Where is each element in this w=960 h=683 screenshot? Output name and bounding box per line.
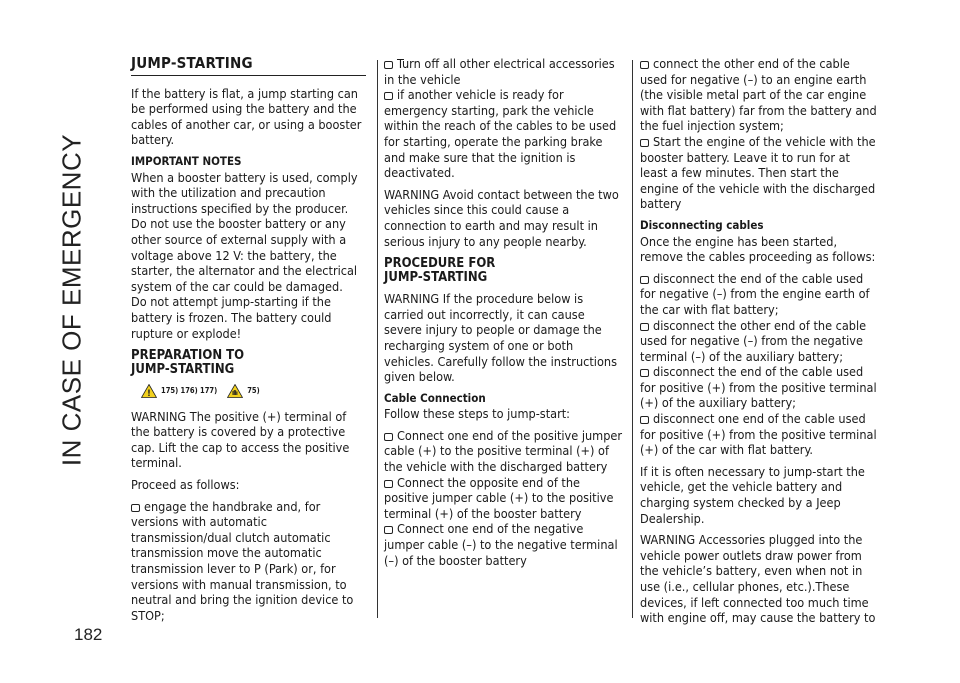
- warning-paragraph: WARNING If the procedure below is carried out incorrectly, it can cause severe injury to people or damage the recharging system of one or both vehicles. Carefully follow the instructions given below.: [384, 291, 617, 385]
- bullet-icon: [640, 276, 649, 284]
- caution-hand-icon: [227, 384, 243, 398]
- bullet-icon: [384, 433, 393, 441]
- heading-line: PREPARATION TO: [131, 348, 245, 364]
- warning-paragraph: WARNING Accessories plugged into the vehicle power outlets draw power from the vehicle’s battery, even when not in use (i.e., cellular phones, etc.).These devices, if left connected too much time with engine off, may cause the battery to: [640, 532, 876, 626]
- column-1: [131, 56, 366, 623]
- list-item: connect the other end of the cable used for negative (–) to an engine earth (the visible metal part of the car engine with flat battery) far from the battery and the fuel injection system;: [640, 56, 877, 134]
- list-item: if another vehicle is ready for emergency starting, park the vehicle within the reach of the cables to be used for starting, operate the parking brake and make sure that the ignition is deactivated.: [384, 87, 617, 181]
- proceed-text: Proceed as follows:: [131, 477, 240, 493]
- heading-line: PROCEDURE FOR: [384, 256, 496, 272]
- page-number: 182: [74, 625, 103, 644]
- list-item: engage the handbrake and, for versions with automatic transmission/dual clutch automatic transmission move the automatic transmission lever to P (Park) or, for versions with manual transmission, to neutral and bring the ignition device to STOP;: [131, 498, 354, 623]
- list-item: Turn off all other electrical accessories in the vehicle: [384, 56, 615, 87]
- list-item: disconnect the end of the cable used for positive (+) from the positive terminal (+) of the auxiliary battery;: [640, 364, 877, 411]
- cable-connection-title: Cable Connection: [384, 390, 486, 405]
- heading-procedure: [384, 257, 622, 285]
- list-item: disconnect the end of the cable used for negative (–) from the engine earth of the car with flat battery;: [640, 270, 870, 317]
- warning-triangle-icon: [141, 384, 157, 398]
- bullet-icon: [640, 61, 649, 69]
- heading-jump-starting: JUMP-STARTING: [131, 56, 366, 76]
- cable-intro: Follow these steps to jump-start:: [384, 406, 570, 422]
- list-item: Connect one end of the positive jumper cable (+) to the positive terminal (+) of the vehicle with the discharged battery: [384, 427, 623, 475]
- list-item: Connect one end of the negative jumper cable (–) to the negative terminal (–) of the booster battery: [384, 521, 618, 568]
- intro-paragraph: If the battery is flat, a jump starting can be performed using the battery and the cables of another car, or using a booster battery.: [131, 85, 362, 148]
- bullet-icon: [640, 416, 649, 424]
- important-notes-title: IMPORTANT NOTES: [131, 153, 242, 168]
- list-item: Connect the opposite end of the positive jumper cable (+) to the positive terminal (+) of the booster battery: [384, 474, 614, 521]
- bullet-icon: [640, 323, 649, 331]
- bullet-icon: [384, 92, 393, 100]
- important-note: Do not use the booster battery or any other source of external supply with a voltage above 12 V: the battery, the starter, the alternator and the electrical system of the car could be damaged.: [131, 216, 358, 294]
- bullet-icon: [640, 369, 649, 377]
- important-note: When a booster battery is used, comply with the utilization and precaution instructions specified by the producer.: [131, 169, 358, 216]
- heading-preparation: [131, 349, 366, 377]
- heading-line: JUMP-STARTING: [384, 270, 488, 286]
- caution-refs: 75): [247, 386, 260, 396]
- warning-references: [141, 383, 366, 399]
- bullet-icon: [384, 526, 393, 534]
- bullet-icon: [131, 504, 140, 512]
- bullet-icon: [384, 480, 393, 488]
- bullet-icon: [384, 61, 393, 69]
- important-note: Do not attempt jump-starting if the battery is frozen. The battery could rupture or explode!: [131, 294, 332, 341]
- list-item: disconnect the other end of the cable used for negative (–) from the negative terminal (–) of the auxiliary battery;: [640, 317, 867, 364]
- dealership-paragraph: If it is often necessary to jump-start the vehicle, get the vehicle battery and charging system checked by a Jeep Dealership.: [640, 463, 865, 526]
- list-item: Start the engine of the vehicle with the booster battery. Leave it to run for at least a few minutes. Then start the engine of the vehicle with the discharged battery: [640, 133, 876, 212]
- heading-line: JUMP-STARTING: [131, 362, 235, 378]
- column-divider: [377, 60, 378, 618]
- column-3: [640, 56, 880, 632]
- disconnect-intro: Once the engine has been started, remove the cables proceeding as follows:: [640, 233, 876, 265]
- disconnecting-cables-title: Disconnecting cables: [640, 217, 764, 232]
- svg-text:!: !: [147, 388, 151, 398]
- warning-refs: 175) 176) 177): [161, 386, 218, 396]
- warning-paragraph: WARNING The positive (+) terminal of the battery is covered by a protective cap. Lift the cap to access the positive terminal.: [131, 408, 350, 471]
- list-item: disconnect one end of the cable used for positive (+) from the positive terminal (+) of the car with flat battery.: [640, 411, 877, 458]
- warning-paragraph: WARNING Avoid contact between the two vehicles since this could cause a connection to earth and may result in serious injury to any people nearby.: [384, 186, 619, 249]
- bullet-icon: [640, 139, 649, 147]
- column-2: [384, 56, 622, 568]
- section-title: IN CASE OF EMERGENCY: [56, 133, 87, 467]
- column-divider: [632, 60, 633, 618]
